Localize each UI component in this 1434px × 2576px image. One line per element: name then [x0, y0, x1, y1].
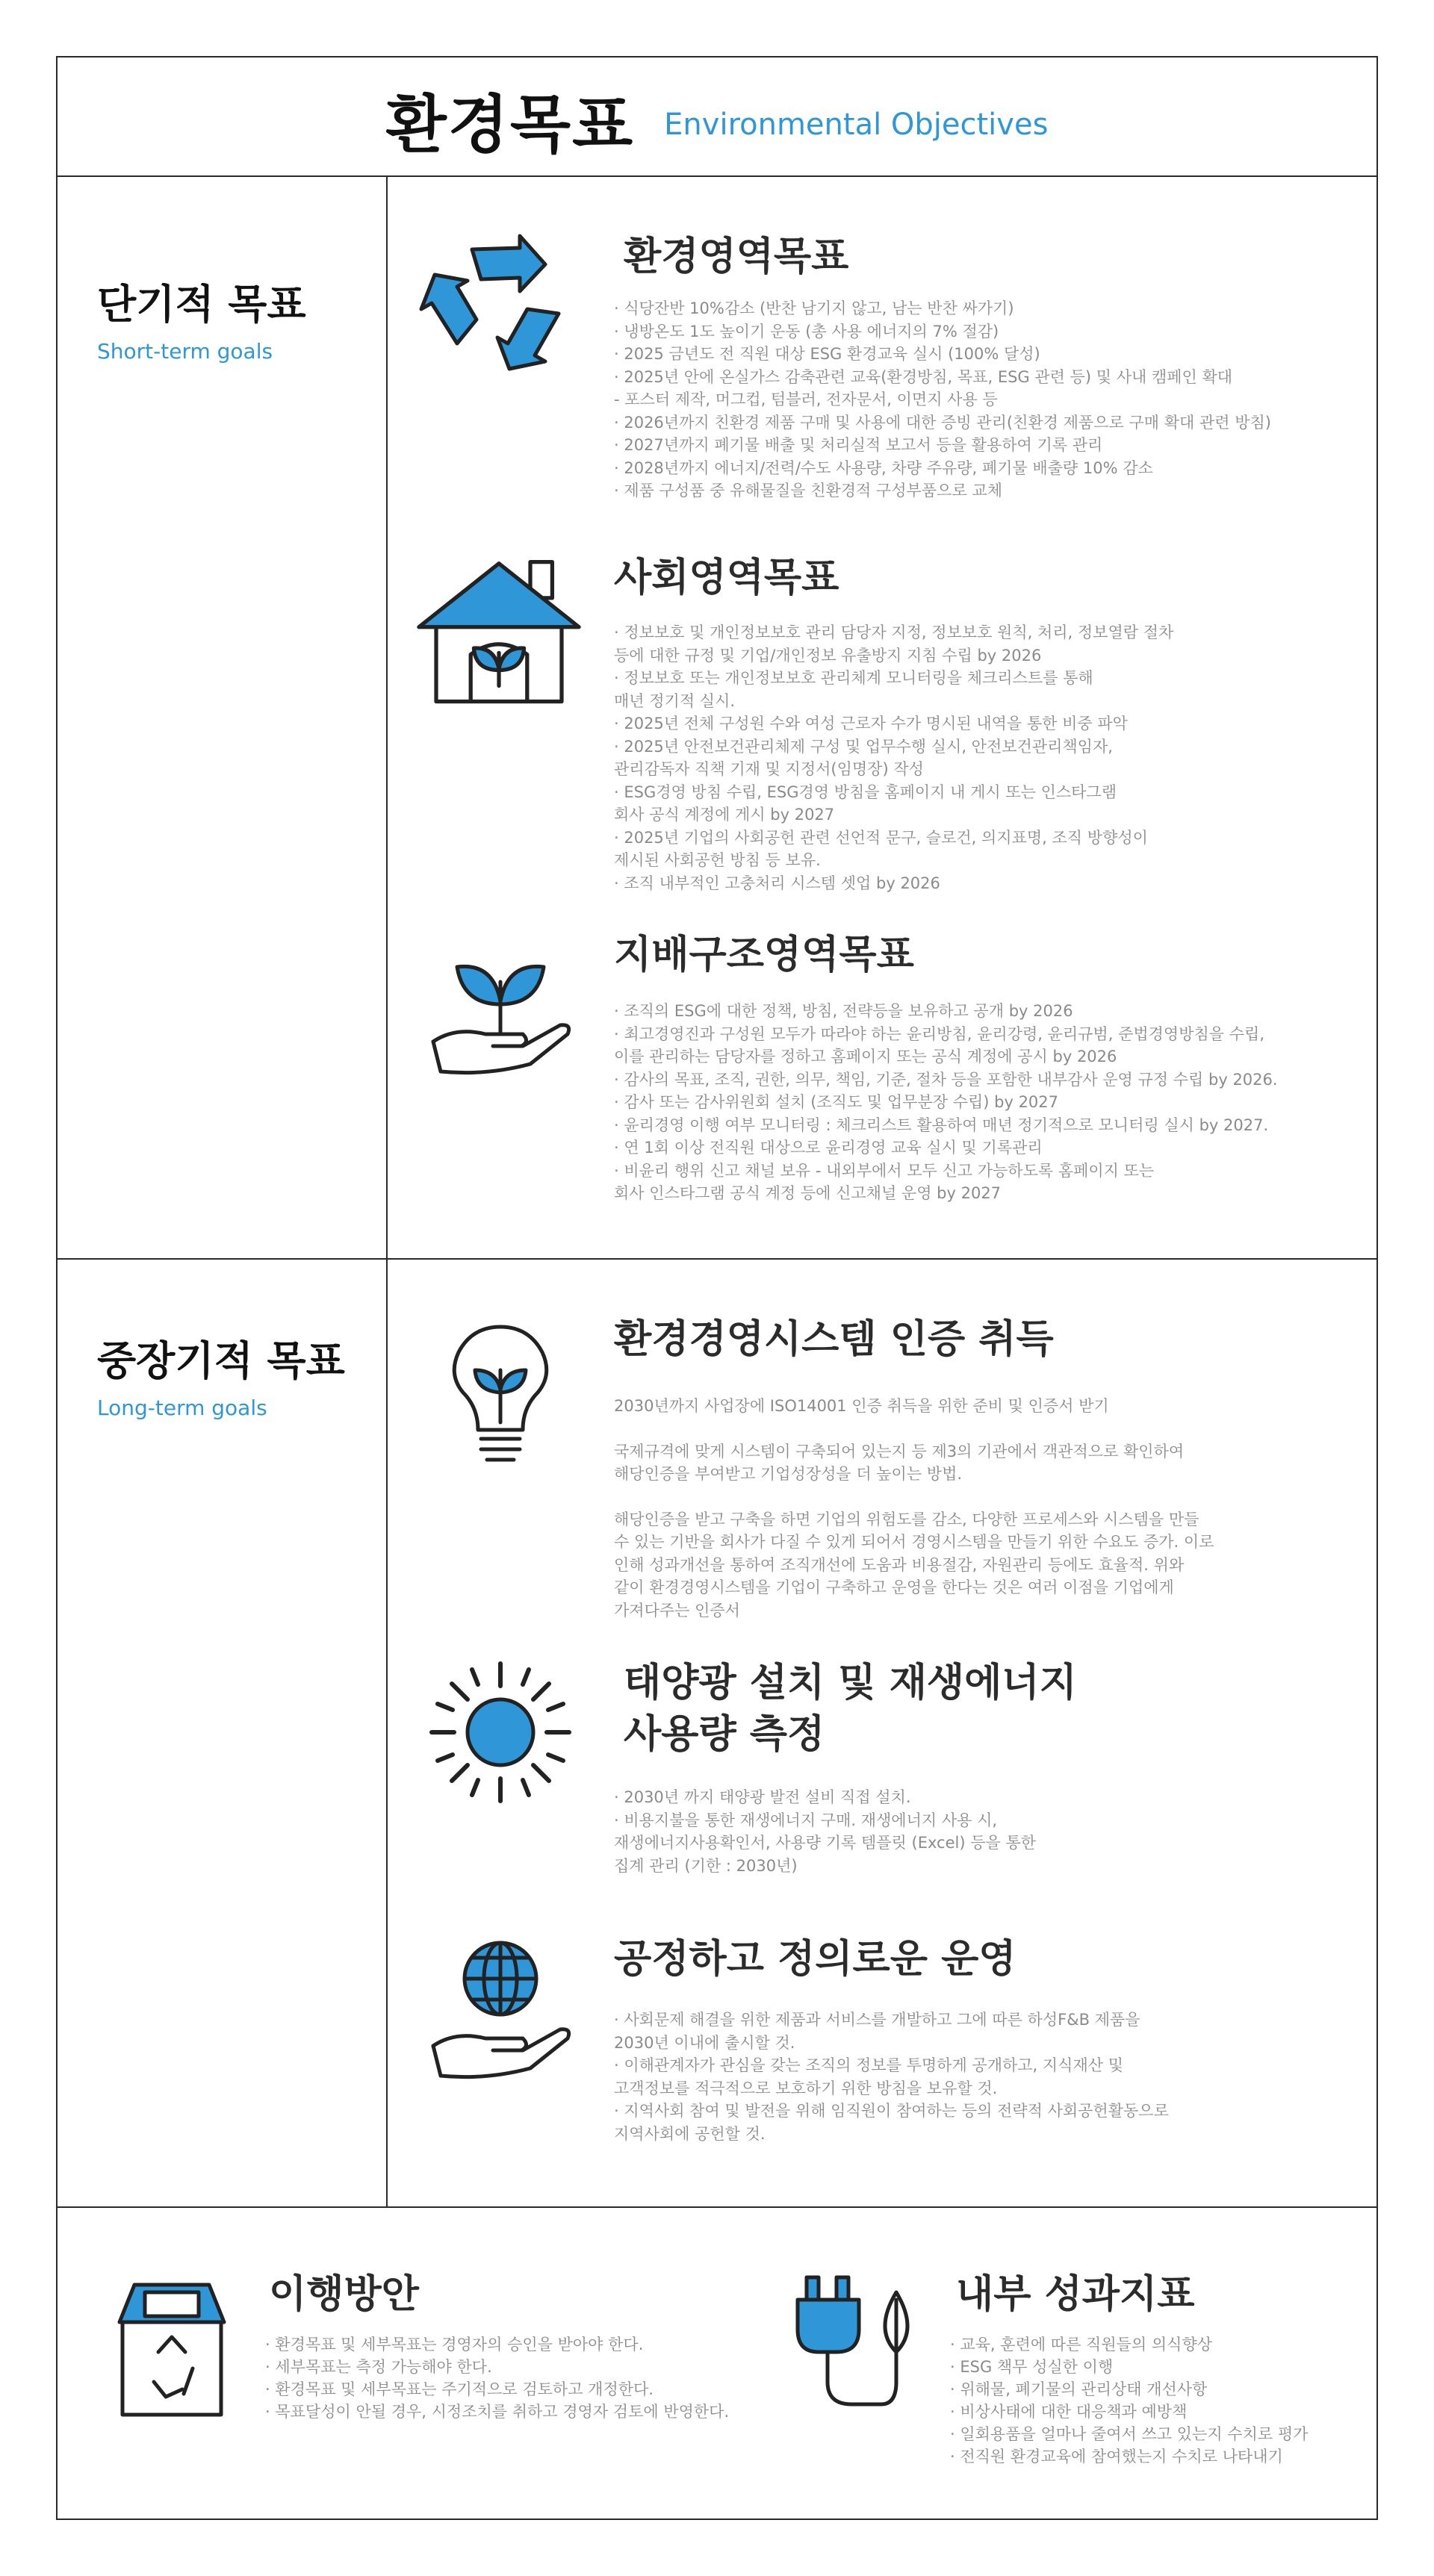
list-item: · 환경목표 및 세부목표는 경영자의 승인을 받아야 한다. [265, 2336, 644, 2353]
list-item: · 세부목표는 측정 가능해야 한다. [265, 2358, 492, 2376]
list-item: · 일회용품을 얼마나 줄여서 쓰고 있는지 수치로 평가 [950, 2425, 1309, 2443]
list-item: 관리감독자 직책 기재 및 지정서(임명장) 작성 [614, 760, 924, 778]
paragraph-line: 같이 환경경영시스템을 기업이 구축하고 운영을 한다는 것은 여러 이점을 기업에게 [614, 1578, 1174, 1596]
list-item: · 2025년 전체 구성원 수와 여성 근로자 수가 명시된 내역을 통한 비중 파악 [614, 715, 1128, 732]
list-item: · 감사 또는 감사위원회 설치 (조직도 및 업무분장 수립) by 2027 [614, 1093, 1059, 1111]
list-item: 지역사회에 공헌할 것. [614, 2124, 766, 2143]
section-fair-title: 공정하고 정의로운 운영 [614, 1937, 1016, 1982]
list-item: · 2025년 안에 온실가스 감축관련 교육(환경방침, 목표, ESG 관련 등) 및 사내 캠페인 확대 [614, 367, 1233, 386]
list-item: 2030년 이내에 출시할 것. [614, 2033, 795, 2052]
recycle-icon [418, 231, 583, 381]
long-term-title: 중장기적 목표 [97, 1337, 345, 1384]
list-item: · 지역사회 참여 및 발전을 위해 임직원이 참여하는 등의 전략적 사회공헌활동으로 [614, 2102, 1169, 2120]
section-social-title: 사회영역목표 [614, 556, 839, 600]
list-item: · ESG 책무 성실한 이행 [950, 2358, 1114, 2376]
section-implementation [112, 2255, 747, 2479]
lightbulb-icon [418, 1314, 583, 1471]
section-solar-title-line1: 태양광 설치 및 재생에너지 [624, 1661, 1077, 1705]
list-item: 이를 관리하는 담당자를 정하고 홈페이지 또는 공식 계정에 공시 by 2026 [614, 1048, 1117, 1065]
list-item: · 2030년 까지 태양광 발전 설비 직접 설치. [614, 1788, 911, 1806]
list-item: · 환경목표 및 세부목표는 주기적으로 검토하고 개정한다. [265, 2380, 654, 2398]
section-iso-title: 환경경영시스템 인증 취득 [614, 1317, 1054, 1362]
paragraph-line: 가져다주는 인증서 [614, 1601, 740, 1620]
section-social-body [614, 621, 1361, 895]
short-term-title: 단기적 목표 [97, 281, 306, 328]
list-item: · 사회문제 해결을 위한 제품과 서비스를 개발하고 그에 따른 하성F&B 제품을 [614, 2011, 1140, 2029]
plant-in-hand-icon [418, 930, 583, 1079]
list-item: · 식당잔반 10%감소 (반찬 남기지 않고, 남는 반찬 싸가기) [614, 299, 1014, 317]
long-term-subtitle: Long-term goals [97, 1396, 267, 1420]
recycle-bin-icon [112, 2270, 232, 2419]
paragraph-line: 인해 성과개선을 통하여 조직개선에 도움과 비용절감, 자원관리 등에도 효율적. 위와 [614, 1555, 1185, 1574]
list-item: · 정보보호 및 개인정보보호 관리 담당자 지정, 정보보호 원칙, 처리, 정보열람 절차 [614, 623, 1174, 641]
list-item: · 감사의 목표, 조직, 권한, 의무, 책임, 기준, 절차 등을 포함한 내부감사 운영 규정 수립 by 2026. [614, 1070, 1278, 1089]
list-item: · 비상사태에 대한 대응책과 예방책 [950, 2403, 1188, 2421]
long-term-label [97, 1329, 345, 1420]
list-item: · 연 1회 이상 전직원 대상으로 윤리경영 교육 실시 및 기록관리 [614, 1139, 1043, 1157]
list-item: · 조직의 ESG에 대한 정책, 방침, 전략등을 보유하고 공개 by 2026 [614, 1002, 1073, 1020]
page-header [56, 67, 1378, 172]
list-item: · 위해물, 폐기물의 관리상태 개선사항 [950, 2380, 1208, 2398]
divider-header [56, 175, 1378, 177]
section-kpi-title: 내부 성과지표 [956, 2272, 1195, 2317]
list-item: · ESG경영 방침 수립, ESG경영 방침을 홈페이지 내 게시 또는 인스타그램 [614, 783, 1117, 801]
paragraph-line: 수 있는 기반을 회사가 다질 수 있게 되어서 경영시스템을 만들기 위한 수요도 증가. 이로 [614, 1533, 1214, 1551]
list-item: · 비윤리 행위 신고 채널 보유 - 내외부에서 모두 신고 가능하도록 홈페이지 또는 [614, 1161, 1155, 1180]
list-item: - 포스터 제작, 머그컵, 텀블러, 전자문서, 이면지 사용 등 [614, 391, 998, 408]
section-fair-body [614, 2009, 1361, 2145]
section-governance-title: 지배구조영역목표 [614, 933, 914, 977]
house-icon [409, 553, 589, 709]
paragraph-line: 해당인증을 받고 구축을 하면 기업의 위험도를 감소, 다양한 프로세스와 시스템을 만들 [614, 1510, 1199, 1528]
list-item: · 제품 구성품 중 유해물질을 친환경적 구성부품으로 교체 [614, 482, 1002, 500]
page-title: 환경목표 [385, 87, 635, 161]
list-item: · 냉방온도 1도 높이기 운동 (총 사용 에너지의 7% 절감) [614, 322, 999, 340]
list-item: · 2025 금년도 전 직원 대상 ESG 환경교육 실시 (100% 달성) [614, 345, 1040, 363]
paragraph-line: 국제규격에 맞게 시스템이 구축되어 있는지 등 제3의 기관에서 객관적으로 확인하여 [614, 1442, 1185, 1460]
list-item: 회사 공식 계정에 게시 by 2027 [614, 806, 835, 824]
section-iso-body [614, 1395, 1361, 1622]
section-implementation-body [265, 2333, 729, 2423]
list-item: · 2028년까지 에너지/전력/수도 사용량, 차량 주유량, 폐기물 배출량 10% 감소 [614, 458, 1153, 477]
paragraph-line: 2030년까지 사업장에 ISO14001 인증 취득을 위한 준비 및 인증서 받기 [614, 1397, 1109, 1415]
list-item: 고객정보를 적극적으로 보호하기 위한 방침을 보유할 것. [614, 2079, 998, 2097]
section-environment-body [614, 297, 1361, 503]
section-solar-body [614, 1786, 1361, 1877]
list-item: 집계 관리 (기한 : 2030년) [614, 1856, 798, 1875]
list-item: · 전직원 환경교육에 참여했는지 수치로 나타내기 [950, 2448, 1283, 2465]
list-item: 등에 대한 규정 및 기업/개인정보 유출방지 지침 수립 by 2026 [614, 646, 1042, 665]
divider-vertical [386, 175, 388, 2208]
section-governance-body [614, 1000, 1361, 1205]
list-item: 회사 인스타그램 공식 계정 등에 신고채널 운영 by 2027 [614, 1184, 1002, 1202]
page-title-en: Environmental Objectives [664, 108, 1049, 142]
list-item: · 2025년 기업의 사회공헌 관련 선언적 문구, 슬로건, 의지표명, 조직 방향성이 [614, 828, 1148, 847]
list-item: · 윤리경영 이행 여부 모니터링 : 체크리스트 활용하여 매년 정기적으로 모니터링 실시 by 2027. [614, 1116, 1269, 1134]
sun-icon [418, 1658, 583, 1807]
list-item: · 교육, 훈련에 따른 직원들의 의식향상 [950, 2336, 1213, 2353]
list-item: · 2027년까지 폐기물 배출 및 처리실적 보고서 등을 활용하여 기록 관리 [614, 436, 1103, 454]
paragraph-line: 해당인증을 부여받고 기업성장성을 더 높이는 방법. [614, 1465, 963, 1483]
section-environment-title: 환경영역목표 [624, 234, 849, 279]
list-item: · 조직 내부적인 고충처리 시스템 셋업 by 2026 [614, 874, 940, 892]
list-item: 매년 정기적 실시. [614, 691, 736, 710]
list-item: · 2025년 안전보건관리체제 구성 및 업무수행 실시, 안전보건관리책임자, [614, 737, 1113, 756]
section-kpi-body [950, 2333, 1308, 2468]
list-item: · 2026년까지 친환경 제품 구매 및 사용에 대한 증빙 관리(친환경 제품으로 구매 확대 관련 방침) [614, 413, 1271, 432]
section-kpi [792, 2255, 1359, 2494]
short-term-subtitle: Short-term goals [97, 339, 273, 364]
section-solar-title [624, 1658, 1077, 1760]
list-item: · 이해관계자가 관심을 갖는 조직의 정보를 투명하게 공개하고, 지식재산 및 [614, 2056, 1124, 2074]
list-item: · 정보보호 또는 개인정보보호 관리체계 모니터링을 체크리스트를 통해 [614, 669, 1093, 687]
plug-leaf-icon [792, 2270, 919, 2419]
list-item: · 목표달성이 안될 경우, 시정조치를 취하고 경영자 검토에 반영한다. [265, 2403, 730, 2421]
list-item: · 비용지불을 통한 재생에너지 구매. 재생에너지 사용 시, [614, 1811, 998, 1829]
section-implementation-title: 이행방안 [269, 2272, 419, 2317]
globe-in-hand-icon [418, 1934, 583, 2083]
list-item: 제시된 사회공헌 방침 등 보유. [614, 851, 821, 869]
short-term-label [97, 273, 306, 364]
divider-bottom [56, 2206, 1378, 2208]
divider-short-long [56, 1258, 1378, 1260]
section-solar-title-line2: 사용량 측정 [624, 1711, 825, 1757]
list-item: 재생에너지사용확인서, 사용량 기록 템플릿 (Excel) 등을 통한 [614, 1834, 1037, 1852]
list-item: · 최고경영진과 구성원 모두가 따라야 하는 윤리방침, 윤리강령, 윤리규범, 준법경영방침을 수립, [614, 1024, 1264, 1043]
